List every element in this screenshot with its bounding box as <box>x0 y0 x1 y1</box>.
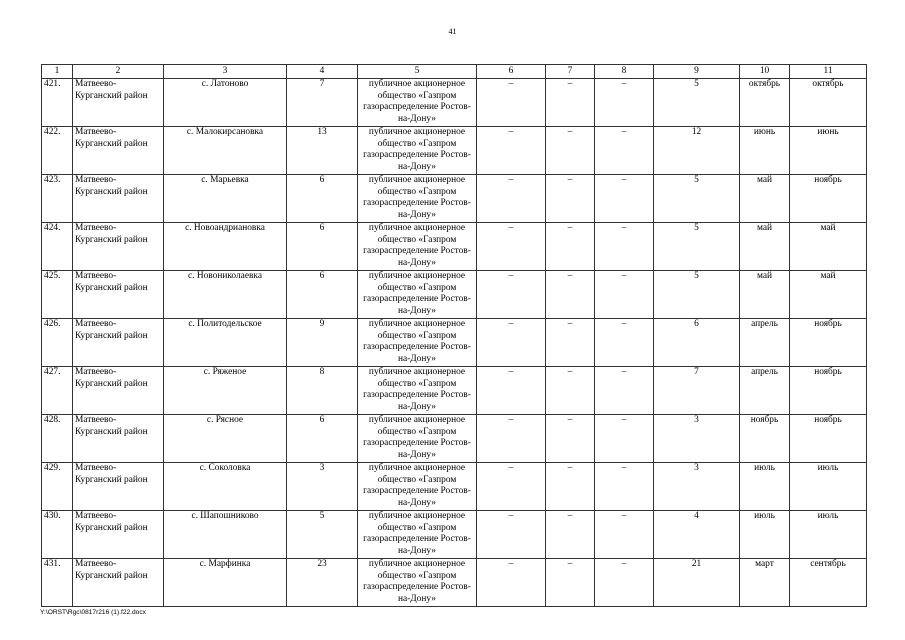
column-9-cell: 3 <box>654 415 740 463</box>
column-header: 6 <box>477 65 546 79</box>
table-row <box>42 463 867 511</box>
column-8-cell: – <box>595 559 654 607</box>
column-8-cell: – <box>595 79 654 127</box>
column-9-cell: 5 <box>654 175 740 223</box>
column-10-month-cell: май <box>740 223 790 271</box>
column-header: 3 <box>164 65 287 79</box>
column-11-month-cell: ноябрь <box>790 367 867 415</box>
row-number-cell: 430. <box>42 511 73 559</box>
table-row <box>42 79 867 127</box>
column-4-cell: 9 <box>287 319 358 367</box>
column-10-month-cell: апрель <box>740 319 790 367</box>
column-10-month-cell: май <box>740 175 790 223</box>
row-number-cell: 431. <box>42 559 73 607</box>
organization-cell: публичное акционерное общество «Газпром газораспределение Ростов-на-Дону» <box>358 175 477 223</box>
column-4-cell: 6 <box>287 175 358 223</box>
row-number-cell: 424. <box>42 223 73 271</box>
settlement-cell: с. Новоандриановка <box>164 223 287 271</box>
row-number-cell: 425. <box>42 271 73 319</box>
organization-cell: публичное акционерное общество «Газпром газораспределение Ростов-на-Дону» <box>358 127 477 175</box>
column-11-month-cell: май <box>790 271 867 319</box>
organization-cell: публичное акционерное общество «Газпром газораспределение Ростов-на-Дону» <box>358 415 477 463</box>
district-cell: Матвеево-Курганский район <box>73 79 164 127</box>
table-row <box>42 367 867 415</box>
column-7-cell: – <box>546 559 595 607</box>
column-7-cell: – <box>546 415 595 463</box>
table-body <box>42 79 867 607</box>
district-cell: Матвеево-Курганский район <box>73 367 164 415</box>
data-table <box>41 64 867 607</box>
column-11-month-cell: ноябрь <box>790 175 867 223</box>
district-cell: Матвеево-Курганский район <box>73 559 164 607</box>
column-8-cell: – <box>595 463 654 511</box>
column-10-month-cell: май <box>740 271 790 319</box>
column-11-month-cell: ноябрь <box>790 415 867 463</box>
settlement-cell: с. Марфинка <box>164 559 287 607</box>
organization-cell: публичное акционерное общество «Газпром газораспределение Ростов-на-Дону» <box>358 319 477 367</box>
column-10-month-cell: апрель <box>740 367 790 415</box>
district-cell: Матвеево-Курганский район <box>73 271 164 319</box>
column-9-cell: 5 <box>654 223 740 271</box>
row-number-cell: 428. <box>42 415 73 463</box>
column-7-cell: – <box>546 463 595 511</box>
table-row <box>42 511 867 559</box>
column-11-month-cell: май <box>790 223 867 271</box>
column-6-cell: – <box>477 367 546 415</box>
column-4-cell: 6 <box>287 415 358 463</box>
settlement-cell: с. Марьевка <box>164 175 287 223</box>
settlement-cell: с. Соколовка <box>164 463 287 511</box>
column-header: 5 <box>358 65 477 79</box>
column-9-cell: 5 <box>654 79 740 127</box>
column-6-cell: – <box>477 271 546 319</box>
table-row <box>42 319 867 367</box>
settlement-cell: с. Новониколаевка <box>164 271 287 319</box>
column-header: 7 <box>546 65 595 79</box>
column-8-cell: – <box>595 511 654 559</box>
column-8-cell: – <box>595 415 654 463</box>
column-7-cell: – <box>546 511 595 559</box>
column-header: 11 <box>790 65 867 79</box>
table-row <box>42 271 867 319</box>
row-number-cell: 429. <box>42 463 73 511</box>
column-6-cell: – <box>477 463 546 511</box>
district-cell: Матвеево-Курганский район <box>73 463 164 511</box>
footer-file-path: Y:\ORST\Rgc\0817r216 (1).f22.docx <box>40 609 146 616</box>
column-10-month-cell: март <box>740 559 790 607</box>
column-8-cell: – <box>595 367 654 415</box>
settlement-cell: с. Латоново <box>164 79 287 127</box>
column-6-cell: – <box>477 559 546 607</box>
column-header: 1 <box>42 65 73 79</box>
column-6-cell: – <box>477 511 546 559</box>
column-header: 2 <box>73 65 164 79</box>
column-9-cell: 4 <box>654 511 740 559</box>
column-11-month-cell: июнь <box>790 127 867 175</box>
column-header: 9 <box>654 65 740 79</box>
table-row <box>42 223 867 271</box>
column-6-cell: – <box>477 319 546 367</box>
page-number: 41 <box>448 27 457 36</box>
column-10-month-cell: июль <box>740 463 790 511</box>
column-header: 4 <box>287 65 358 79</box>
row-number-cell: 423. <box>42 175 73 223</box>
organization-cell: публичное акционерное общество «Газпром газораспределение Ростов-на-Дону» <box>358 511 477 559</box>
column-9-cell: 5 <box>654 271 740 319</box>
column-header: 10 <box>740 65 790 79</box>
row-number-cell: 426. <box>42 319 73 367</box>
column-4-cell: 13 <box>287 127 358 175</box>
column-7-cell: – <box>546 175 595 223</box>
column-7-cell: – <box>546 127 595 175</box>
column-header: 8 <box>595 65 654 79</box>
settlement-cell: с. Рясное <box>164 415 287 463</box>
column-8-cell: – <box>595 223 654 271</box>
district-cell: Матвеево-Курганский район <box>73 511 164 559</box>
district-cell: Матвеево-Курганский район <box>73 223 164 271</box>
table-row <box>42 127 867 175</box>
column-7-cell: – <box>546 271 595 319</box>
column-9-cell: 3 <box>654 463 740 511</box>
column-4-cell: 6 <box>287 223 358 271</box>
table-row <box>42 415 867 463</box>
column-11-month-cell: сентябрь <box>790 559 867 607</box>
settlement-cell: с. Шапошниково <box>164 511 287 559</box>
column-6-cell: – <box>477 175 546 223</box>
settlement-cell: с. Малокирсановка <box>164 127 287 175</box>
table-row <box>42 175 867 223</box>
row-number-cell: 427. <box>42 367 73 415</box>
column-9-cell: 12 <box>654 127 740 175</box>
column-6-cell: – <box>477 79 546 127</box>
column-6-cell: – <box>477 127 546 175</box>
column-10-month-cell: ноябрь <box>740 415 790 463</box>
column-4-cell: 6 <box>287 271 358 319</box>
district-cell: Матвеево-Курганский район <box>73 127 164 175</box>
table-header-row <box>42 65 867 79</box>
column-8-cell: – <box>595 127 654 175</box>
column-11-month-cell: июль <box>790 463 867 511</box>
table-row <box>42 559 867 607</box>
organization-cell: публичное акционерное общество «Газпром газораспределение Ростов-на-Дону» <box>358 271 477 319</box>
settlement-cell: с. Ряженое <box>164 367 287 415</box>
column-9-cell: 7 <box>654 367 740 415</box>
column-7-cell: – <box>546 319 595 367</box>
district-cell: Матвеево-Курганский район <box>73 319 164 367</box>
row-number-cell: 421. <box>42 79 73 127</box>
column-8-cell: – <box>595 175 654 223</box>
organization-cell: публичное акционерное общество «Газпром газораспределение Ростов-на-Дону» <box>358 79 477 127</box>
column-7-cell: – <box>546 367 595 415</box>
column-11-month-cell: июль <box>790 511 867 559</box>
organization-cell: публичное акционерное общество «Газпром газораспределение Ростов-на-Дону» <box>358 559 477 607</box>
row-number-cell: 422. <box>42 127 73 175</box>
column-8-cell: – <box>595 271 654 319</box>
column-4-cell: 5 <box>287 511 358 559</box>
column-11-month-cell: октябрь <box>790 79 867 127</box>
column-4-cell: 8 <box>287 367 358 415</box>
column-11-month-cell: ноябрь <box>790 319 867 367</box>
column-8-cell: – <box>595 319 654 367</box>
column-6-cell: – <box>477 223 546 271</box>
column-9-cell: 21 <box>654 559 740 607</box>
organization-cell: публичное акционерное общество «Газпром газораспределение Ростов-на-Дону» <box>358 367 477 415</box>
column-7-cell: – <box>546 79 595 127</box>
organization-cell: публичное акционерное общество «Газпром газораспределение Ростов-на-Дону» <box>358 463 477 511</box>
column-7-cell: – <box>546 223 595 271</box>
column-10-month-cell: июль <box>740 511 790 559</box>
district-cell: Матвеево-Курганский район <box>73 175 164 223</box>
column-4-cell: 3 <box>287 463 358 511</box>
column-6-cell: – <box>477 415 546 463</box>
column-10-month-cell: октябрь <box>740 79 790 127</box>
organization-cell: публичное акционерное общество «Газпром газораспределение Ростов-на-Дону» <box>358 223 477 271</box>
column-9-cell: 6 <box>654 319 740 367</box>
column-10-month-cell: июнь <box>740 127 790 175</box>
settlement-cell: с. Политодельское <box>164 319 287 367</box>
column-4-cell: 7 <box>287 79 358 127</box>
column-4-cell: 23 <box>287 559 358 607</box>
district-cell: Матвеево-Курганский район <box>73 415 164 463</box>
